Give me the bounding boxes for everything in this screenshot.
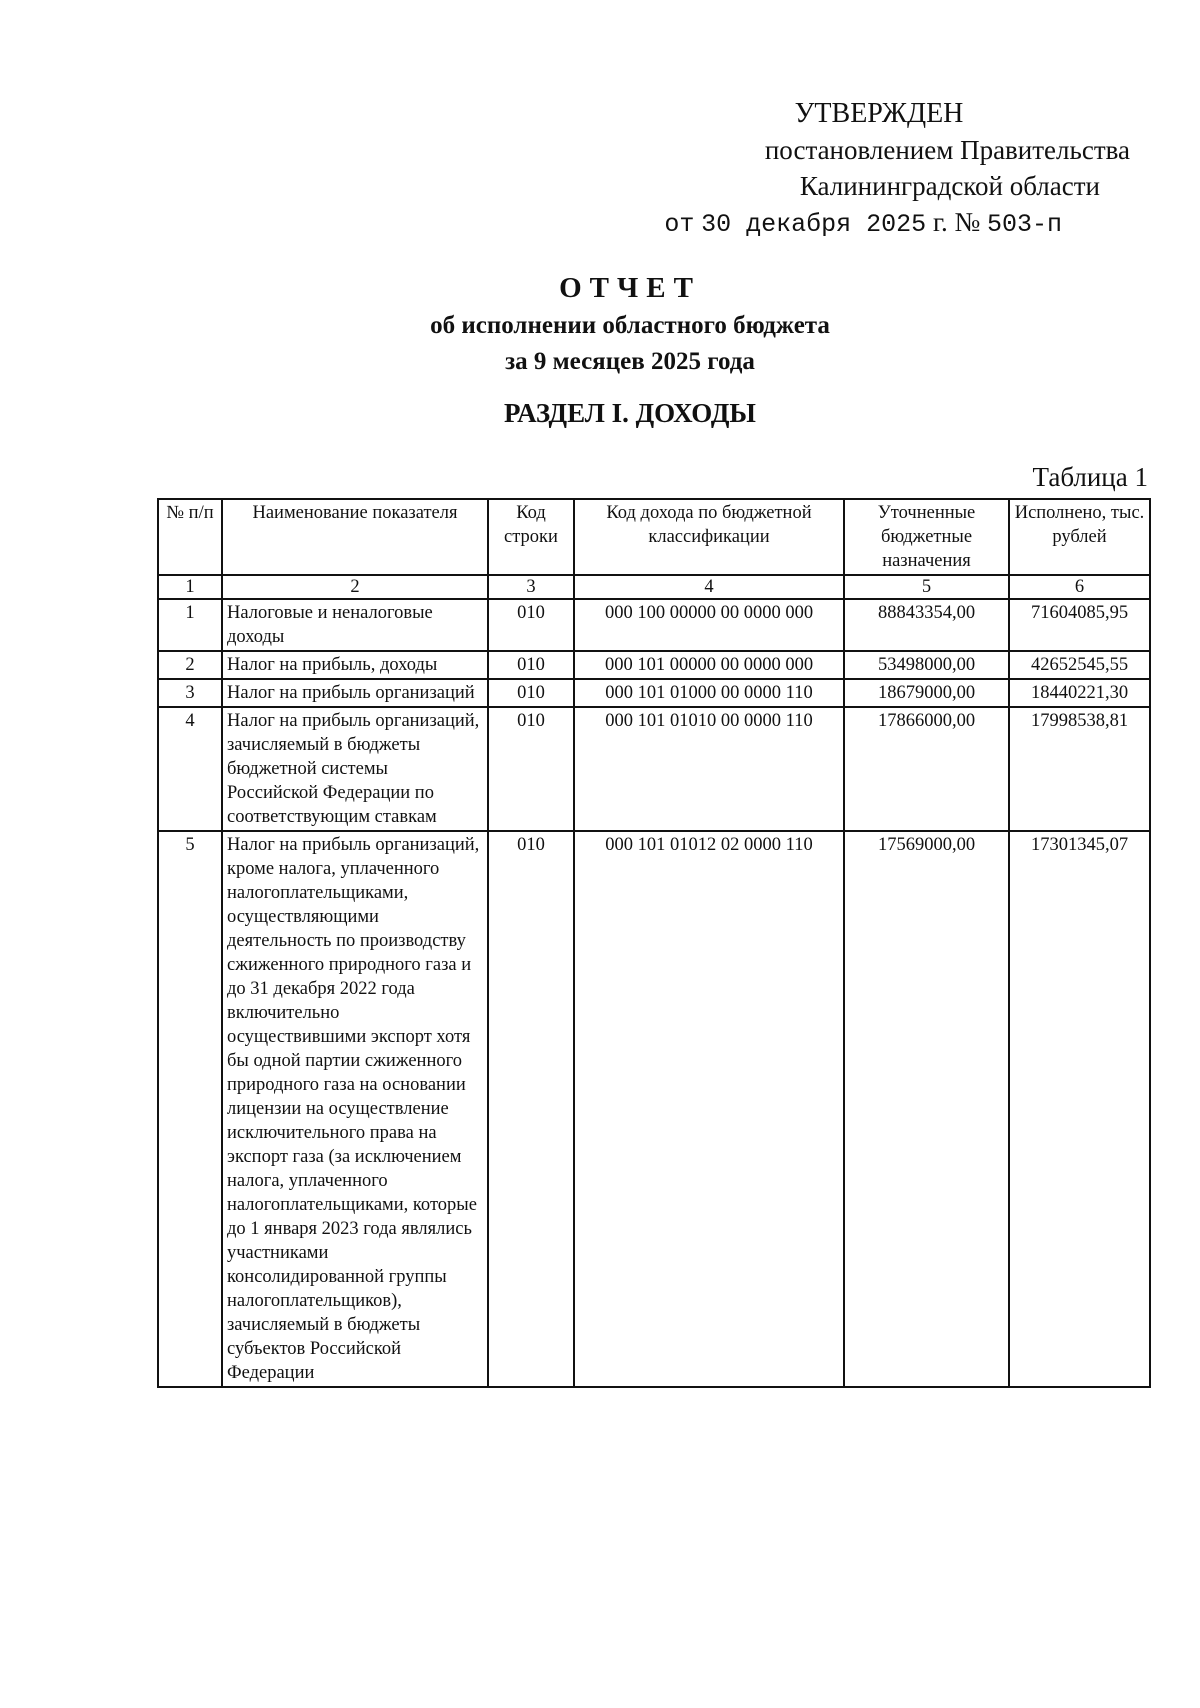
row-name: Налог на прибыль организаций [222, 679, 488, 707]
income-code: 000 100 00000 00 0000 000 [574, 599, 844, 651]
table-header-row [158, 499, 1150, 575]
approval-date-line [600, 204, 1130, 243]
column-number-row [158, 575, 1150, 599]
row-number: 3 [158, 679, 222, 707]
row-name: Налог на прибыль организаций, зачисляемый в бюджеты бюджетной системы Российской Федерации по соответствующим ставкам [222, 707, 488, 831]
section-heading: РАЗДЕЛ I. ДОХОДЫ [504, 398, 756, 428]
row-code: 010 [488, 599, 574, 651]
report-title [240, 268, 1020, 380]
table-row [158, 651, 1150, 679]
income-table [157, 498, 1151, 1388]
done-value: 18440221,30 [1009, 679, 1150, 707]
column-number: 6 [1009, 575, 1150, 599]
income-code: 000 101 01010 00 0000 110 [574, 707, 844, 831]
row-code: 010 [488, 707, 574, 831]
row-number: 5 [158, 831, 222, 1387]
header-plan: Уточненные бюджетные назначения [844, 499, 1009, 575]
row-number: 2 [158, 651, 222, 679]
table-caption: Таблица 1 [1032, 462, 1148, 492]
income-code: 000 101 01000 00 0000 110 [574, 679, 844, 707]
plan-value: 17866000,00 [844, 707, 1009, 831]
header-income-code: Код дохода по бюджетной классификации [574, 499, 844, 575]
approval-block [600, 96, 1130, 243]
row-code: 010 [488, 679, 574, 707]
column-number: 3 [488, 575, 574, 599]
report-title-subject: об исполнении областного бюджета [430, 312, 830, 339]
row-number: 4 [158, 707, 222, 831]
row-number: 1 [158, 599, 222, 651]
done-value: 71604085,95 [1009, 599, 1150, 651]
approval-date-prefix: от [664, 210, 695, 239]
done-value: 17998538,81 [1009, 707, 1150, 831]
plan-value: 17569000,00 [844, 831, 1009, 1387]
approval-heading: УТВЕРЖДЕН [794, 98, 964, 129]
table-row [158, 831, 1150, 1387]
column-number: 5 [844, 575, 1009, 599]
plan-value: 53498000,00 [844, 651, 1009, 679]
row-name: Налог на прибыль организаций, кроме налога, уплаченного налогоплательщиками, осуществляющими деятельность по производству сжиженного природного газа и до 31 декабря 2022 года включительно осуществившими экспорт хотя бы одной партии сжиженного природного газа на основании лицензии на осуществление исключительного права на экспорт газа (за исключением налога, уплаченного налогоплательщиками, которые до 1 января 2023 года являлись участниками консолидированной группы налогоплательщиков), зачисляемый в бюджеты субъектов Российской Федерации [222, 831, 488, 1387]
column-number: 4 [574, 575, 844, 599]
report-title-period: за 9 месяцев 2025 года [505, 348, 755, 375]
table-row [158, 599, 1150, 651]
income-code: 000 101 00000 00 0000 000 [574, 651, 844, 679]
header-number: № п/п [158, 499, 222, 575]
report-title-word: ОТЧЕТ [559, 272, 701, 304]
row-code: 010 [488, 831, 574, 1387]
plan-value: 18679000,00 [844, 679, 1009, 707]
column-number: 1 [158, 575, 222, 599]
approval-number: 503-п [986, 210, 1062, 239]
approval-date-mid: г. № [932, 207, 981, 237]
table-row [158, 707, 1150, 831]
column-number: 2 [222, 575, 488, 599]
done-value: 17301345,07 [1009, 831, 1150, 1387]
row-name: Налог на прибыль, доходы [222, 651, 488, 679]
header-done: Исполнено, тыс. рублей [1009, 499, 1150, 575]
approval-date: 30 декабря 2025 [701, 210, 927, 239]
approval-line-government: постановлением Правительства [764, 135, 1130, 165]
approval-line-region: Калининградской области [799, 171, 1100, 201]
row-name: Налоговые и неналоговые доходы [222, 599, 488, 651]
row-code: 010 [488, 651, 574, 679]
done-value: 42652545,55 [1009, 651, 1150, 679]
header-name: Наименование показателя [222, 499, 488, 575]
plan-value: 88843354,00 [844, 599, 1009, 651]
header-row-code: Код строки [488, 499, 574, 575]
table-row [158, 679, 1150, 707]
income-code: 000 101 01012 02 0000 110 [574, 831, 844, 1387]
